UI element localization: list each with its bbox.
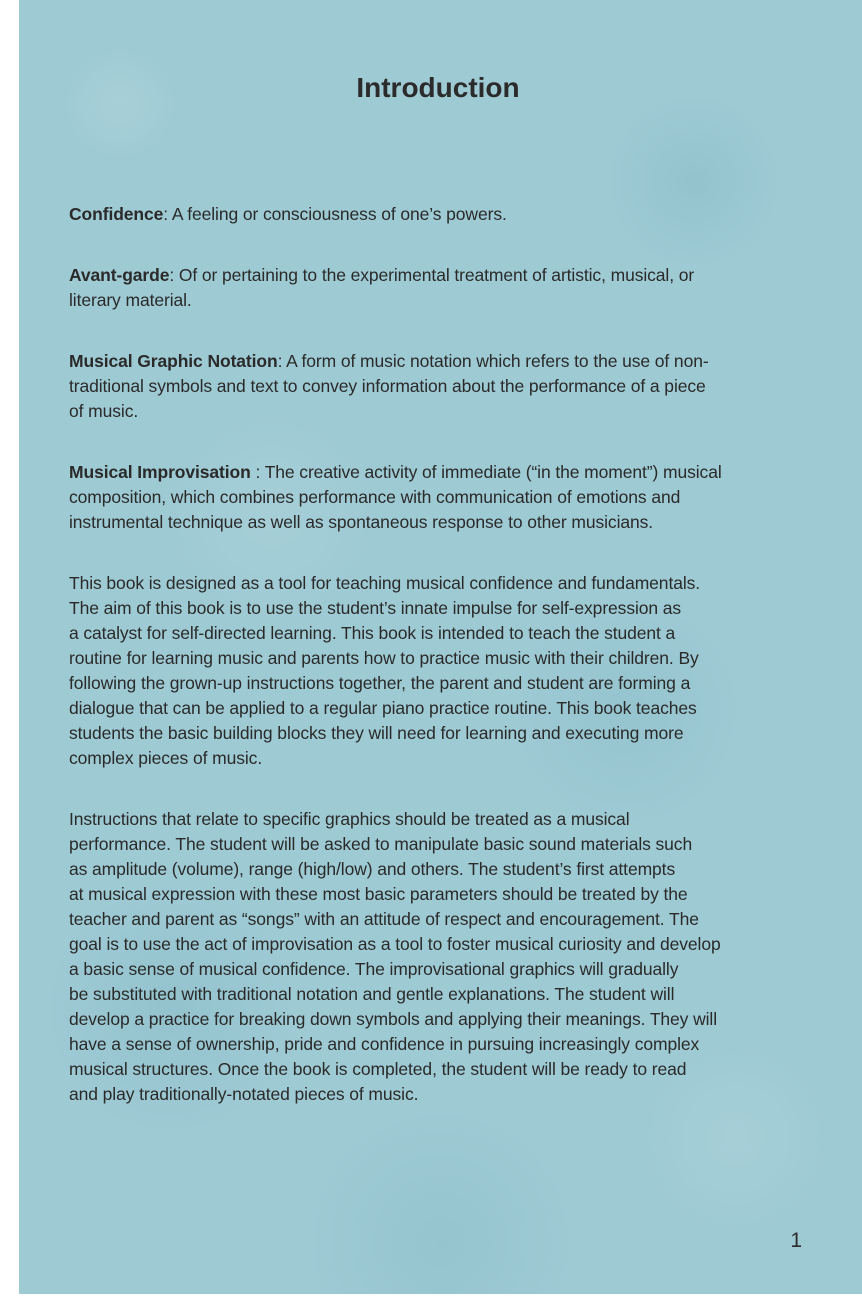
definition-musical-graphic-notation xyxy=(69,349,814,424)
paragraph-line: develop a practice for breaking down symbols and applying their meanings. They will xyxy=(69,1009,717,1029)
paragraph-line: performance. The student will be asked to manipulate basic sound materials such xyxy=(69,834,693,854)
paragraph-line: The aim of this book is to use the student’s innate impulse for self-expression as xyxy=(69,598,682,618)
body-paragraph-instructions xyxy=(69,807,814,1107)
definition-musical-improvisation xyxy=(69,460,814,535)
paragraph-line: as amplitude (volume), range (high/low) and others. The student’s first attempts xyxy=(69,859,676,879)
definition-text: The creative activity of immediate (“in the moment”) musical xyxy=(264,462,722,482)
paragraph-line: students the basic building blocks they will need for learning and executing more xyxy=(69,723,684,743)
definition-separator: : xyxy=(163,204,172,224)
definition-avant-garde xyxy=(69,263,814,313)
definition-line xyxy=(69,460,814,485)
definition-separator: : xyxy=(277,351,287,371)
definition-term: Confidence xyxy=(69,204,164,224)
definition-text: Of or pertaining to the experimental treatment of artistic, musical, or xyxy=(178,265,695,285)
paragraph-line: be substituted with traditional notation and gentle explanations. The student will xyxy=(69,984,675,1004)
paragraph-line: goal is to use the act of improvisation as a tool to foster musical curiosity and develop xyxy=(69,934,721,954)
definition-confidence xyxy=(69,202,814,227)
paragraph-line: have a sense of ownership, pride and confidence in pursuing increasingly complex xyxy=(69,1034,700,1054)
paragraph-line: routine for learning music and parents how to practice music with their children. By xyxy=(69,648,699,668)
page-title: Introduction xyxy=(356,72,520,103)
paragraph-line: dialogue that can be applied to a regular piano practice routine. This book teaches xyxy=(69,698,697,718)
definition-line xyxy=(69,263,814,288)
page-content xyxy=(69,202,814,1143)
document-page xyxy=(19,0,862,1294)
page-number: 1 xyxy=(790,1229,802,1252)
definition-line xyxy=(69,349,814,374)
definition-text: A feeling or consciousness of one’s powers. xyxy=(171,204,507,224)
body-paragraph-purpose xyxy=(69,571,814,771)
paragraph-line: and play traditionally-notated pieces of music. xyxy=(69,1084,419,1104)
definition-text: A form of music notation which refers to the use of non- xyxy=(286,351,709,371)
paragraph-line: a catalyst for self-directed learning. This book is intended to teach the student a xyxy=(69,623,676,643)
definition-line: instrumental technique as well as spontaneous response to other musicians. xyxy=(69,512,654,532)
paragraph-line: teacher and parent as “songs” with an attitude of respect and encouragement. The xyxy=(69,909,699,929)
definition-line: literary material. xyxy=(69,290,192,310)
definition-term: Musical Improvisation xyxy=(69,462,251,482)
paragraph-line: musical structures. Once the book is completed, the student will be ready to read xyxy=(69,1059,687,1079)
paragraph-line: at musical expression with these most basic parameters should be treated by the xyxy=(69,884,688,904)
definition-line xyxy=(69,202,814,227)
paragraph-line: a basic sense of musical confidence. The improvisational graphics will gradually xyxy=(69,959,679,979)
paragraph-line: This book is designed as a tool for teaching musical confidence and fundamentals. xyxy=(69,573,701,593)
definition-line: of music. xyxy=(69,401,139,421)
definition-term: Avant-garde xyxy=(69,265,170,285)
definition-term: Musical Graphic Notation xyxy=(69,351,278,371)
definition-line: composition, which combines performance with communication of emotions and xyxy=(69,487,681,507)
paragraph-line: complex pieces of music. xyxy=(69,748,263,768)
definition-separator: : xyxy=(169,265,179,285)
definition-separator: : xyxy=(250,462,265,482)
paragraph-line: Instructions that relate to specific graphics should be treated as a musical xyxy=(69,809,630,829)
paragraph-line: following the grown-up instructions together, the parent and student are forming a xyxy=(69,673,691,693)
definition-line: traditional symbols and text to convey information about the performance of a piece xyxy=(69,376,706,396)
